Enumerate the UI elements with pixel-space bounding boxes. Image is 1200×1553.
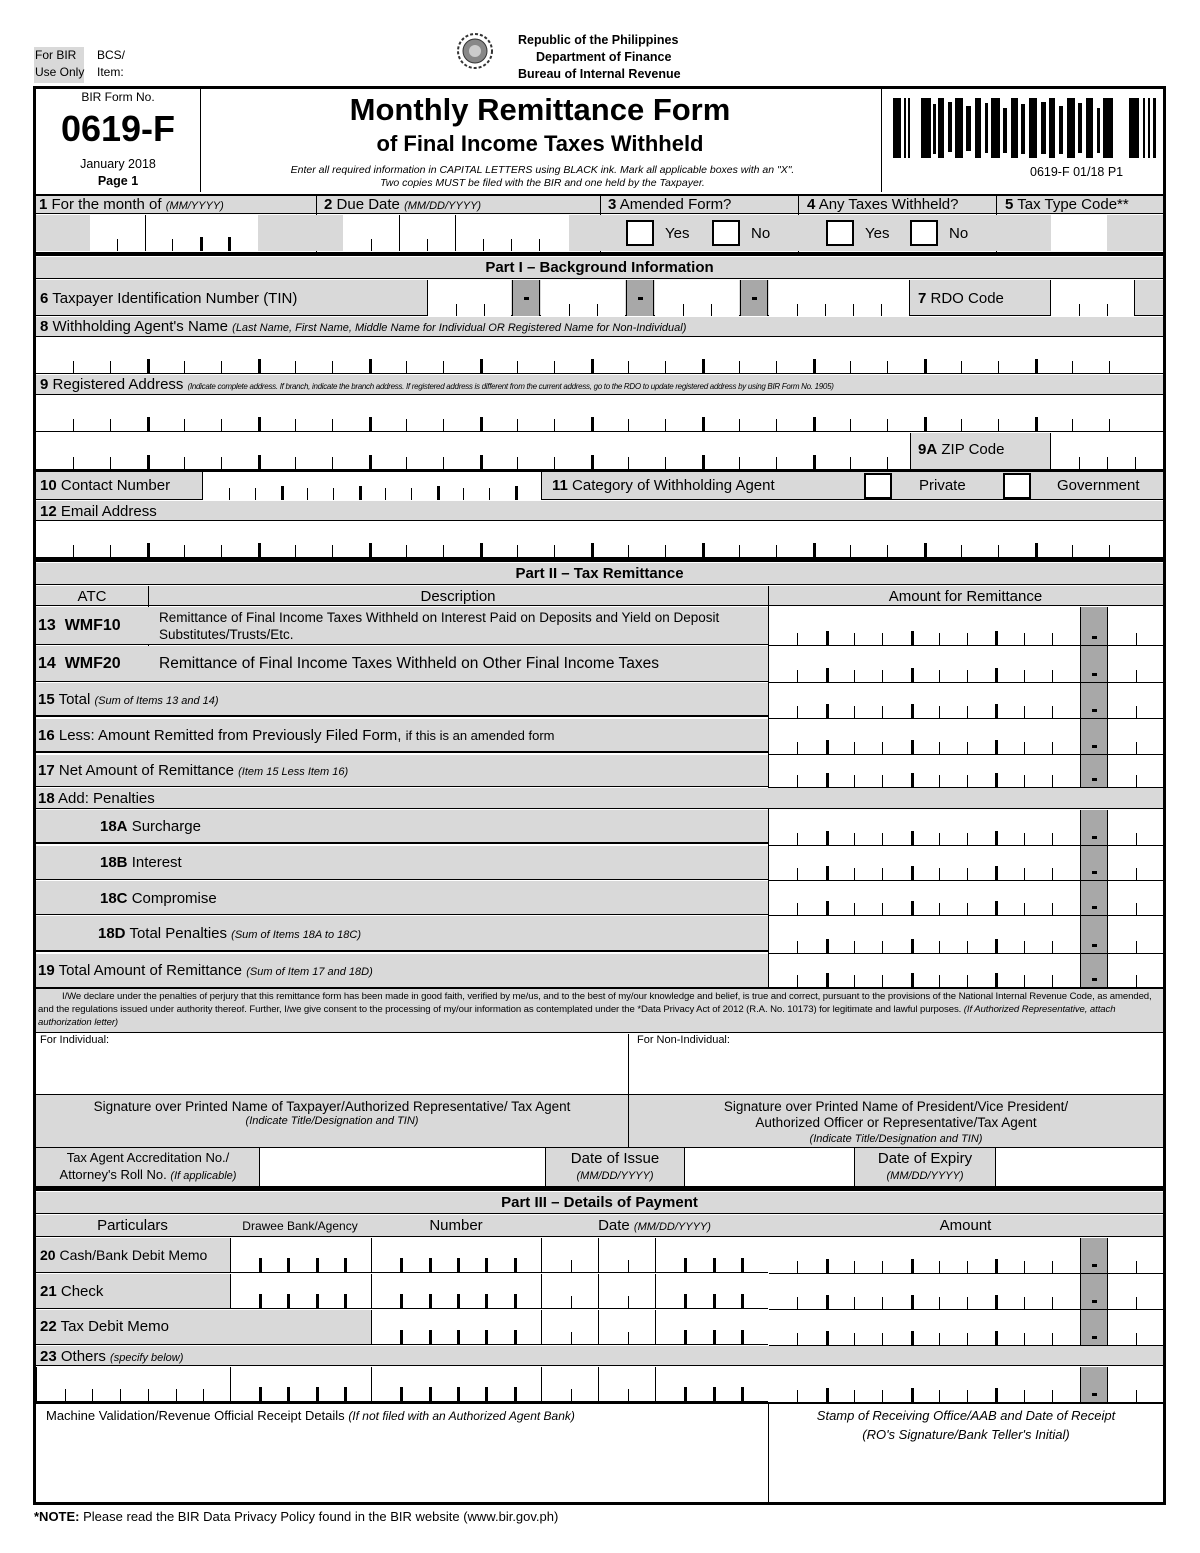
for-individual-label: For Individual: [40, 1034, 110, 1046]
item-18d-amount-cents[interactable] [1109, 916, 1163, 953]
field-3-label: 3 Amended Form? [608, 196, 732, 213]
category-government-label: Government [1057, 477, 1140, 494]
item-20-label: 20 Cash/Bank Debit Memo [40, 1247, 208, 1263]
form-subtitle: of Final Income Taxes Withheld [376, 131, 704, 156]
item-18b-amount-cents[interactable] [1109, 846, 1163, 880]
for-non-individual-label: For Non-Individual: [637, 1034, 730, 1046]
item-15-label: 15 Total (Sum of Items 13 and 14) [38, 691, 219, 708]
amended-no-label: No [751, 225, 771, 242]
zip-code-input[interactable] [1050, 433, 1163, 469]
item-14-atc: 14 WMF20 [38, 655, 121, 672]
item-23-amount-input[interactable] [769, 1367, 1080, 1402]
item-20-date-year-input[interactable] [655, 1238, 768, 1273]
amended-yes-label: Yes [665, 225, 690, 242]
non-individual-signature-hint: (Indicate Title/Designation and TIN) [809, 1133, 983, 1145]
field-12-label: 12 Email Address [40, 503, 157, 520]
part-3-title: Part III – Details of Payment [36, 1192, 1163, 1214]
tin-part-1-input[interactable] [427, 280, 511, 316]
tin-part-2-input[interactable] [541, 280, 625, 316]
field-10-label: 10 Contact Number [40, 477, 171, 494]
field-5-label: 5 Tax Type Code** [1005, 196, 1129, 213]
item-label: Item: [97, 65, 124, 79]
item-21-bank-input[interactable] [230, 1274, 371, 1309]
for-bir-label: For BIR [35, 48, 77, 62]
accreditation-number-input[interactable] [261, 1148, 545, 1186]
attorney-roll-label: Attorney's Roll No. (If applicable) [59, 1167, 237, 1182]
item-18b-label: 18B Interest [100, 854, 182, 871]
description-column-header: Description [420, 588, 496, 605]
field-9a-label: 9A ZIP Code [918, 441, 1005, 458]
field-6-label: 6 Taxpayer Identification Number (TIN) [40, 290, 298, 307]
category-government-checkbox[interactable] [1003, 473, 1031, 499]
taxes-withheld-yes-label: Yes [865, 225, 890, 242]
item-21-label: 21 Check [40, 1283, 104, 1300]
item-13-atc: 13 WMF10 [38, 617, 121, 634]
item-18d-amount[interactable] [769, 916, 1080, 953]
item-23-amount-input-cents[interactable] [1109, 1367, 1163, 1402]
non-individual-signature-label-2: Authorized Officer or Representative/Tax Agent [755, 1115, 1037, 1130]
particulars-column-header: Particulars [97, 1217, 168, 1234]
item-21-number-input[interactable] [371, 1274, 541, 1309]
field-7-label: 7 RDO Code [918, 290, 1004, 307]
amended-yes-checkbox[interactable] [626, 220, 654, 246]
item-17-label: 17 Net Amount of Remittance (Item 15 Less Item 16) [38, 762, 349, 779]
item-17-amount[interactable] [769, 755, 1080, 787]
item-13-amount[interactable] [769, 607, 1080, 645]
taxes-withheld-no-checkbox[interactable] [910, 220, 938, 246]
item-16-amount[interactable] [769, 719, 1080, 754]
tax-type-code-input[interactable] [1051, 215, 1107, 251]
item-16-label: 16 Less: Amount Remitted from Previously Filed Form, if this is an amended form [38, 727, 555, 744]
taxes-withheld-no-label: No [949, 225, 969, 242]
atc-column-header: ATC [77, 588, 107, 605]
tin-branch-input[interactable] [769, 280, 910, 316]
item-13-description: Remittance of Final Income Taxes Withheld on Interest Paid on Deposits and Yield on Deposit Substitutes/Trusts/Etc. [159, 610, 720, 642]
stamp-label-1: Stamp of Receiving Office/AAB and Date of Receipt [816, 1408, 1116, 1423]
tin-part-3-input[interactable] [655, 280, 739, 316]
barcode-icon [893, 98, 1161, 158]
bureau-label: Bureau of Internal Revenue [518, 67, 681, 81]
machine-validation-label: Machine Validation/Revenue Official Receipt Details (If not filed with an Authorized Agent Bank) [46, 1408, 575, 1423]
instruction-1: Enter all required information in CAPITAL LETTERS using BLACK ink. Mark all applicable boxes with an "X". [290, 164, 795, 176]
item-18a-amount[interactable] [769, 810, 1080, 845]
item-18a-amount-cents[interactable] [1109, 810, 1163, 845]
form-number: 0619-F [60, 108, 176, 149]
item-22-amount-input-cents[interactable] [1109, 1310, 1163, 1345]
item-22-date-year-input[interactable] [655, 1310, 768, 1345]
individual-signature-area[interactable] [36, 1048, 628, 1094]
field-4-label: 4 Any Taxes Withheld? [807, 196, 959, 213]
field-1-label: 1 For the month of (MM/YYYY) [39, 196, 224, 213]
item-23-date-year-input[interactable] [655, 1367, 768, 1402]
category-private-checkbox[interactable] [864, 473, 892, 499]
item-22-number-input[interactable] [371, 1310, 541, 1345]
field-8-label: 8 Withholding Agent's Name (Last Name, First Name, Middle Name for Individual OR Registered Name for Non-Individual) [40, 318, 687, 335]
item-22-label: 22 Tax Debit Memo [40, 1318, 169, 1335]
item-20-date-day-input[interactable] [598, 1238, 655, 1273]
registered-address-line-2-input[interactable] [36, 433, 910, 469]
taxes-withheld-yes-checkbox[interactable] [826, 220, 854, 246]
item-14-amount[interactable] [769, 646, 1080, 682]
item-20-amount-input[interactable] [769, 1238, 1080, 1273]
month-input[interactable] [90, 215, 258, 251]
withholding-agent-name-input[interactable] [36, 338, 1163, 374]
item-21-amount-input-cents[interactable] [1109, 1274, 1163, 1309]
date-of-expiry-input[interactable] [997, 1148, 1163, 1186]
item-23-label: 23 Others (specify below) [40, 1348, 184, 1365]
item-17-amount-cents[interactable] [1109, 755, 1163, 787]
item-21-date-month-input[interactable] [541, 1274, 598, 1309]
item-14-description: Remittance of Final Income Taxes Withheld on Other Final Income Taxes [159, 655, 659, 672]
declaration-text: I/We declare under the penalties of perjury that this remittance form has been made in good faith, verified by me/us, and to the best of my/our knowledge and belief, is true and correct, pursuant to the provisions of the National Internal Revenue Code, as amended, and the regulations issued under authority thereof. Further, I/we give consent to the processing of my/our information as contemplated under the *Data Privacy Act of 2012 (R.A. No. 10173) for legitimate and lawful purposes. (If Authorized Representative, attach authorization letter) [38, 991, 1152, 1028]
item-23-date-month-input[interactable] [541, 1367, 598, 1402]
item-20-bank-input[interactable] [230, 1238, 371, 1273]
item-23-bank-input[interactable] [230, 1367, 371, 1402]
date-column-header: Date (MM/DD/YYYY) [598, 1217, 711, 1234]
item-21-date-year-input[interactable] [655, 1274, 768, 1309]
field-11-label: 11 Category of Withholding Agent [552, 477, 775, 494]
individual-signature-label: Signature over Printed Name of Taxpayer/Authorized Representative/ Tax Agent [93, 1099, 571, 1114]
item-14-amount-cents[interactable] [1109, 646, 1163, 682]
email-address-input[interactable] [36, 522, 1163, 557]
date-of-issue-hint: (MM/DD/YYYY) [576, 1170, 654, 1182]
item-18c-amount-cents[interactable] [1109, 881, 1163, 915]
item-19-amount[interactable] [769, 954, 1080, 987]
bir-seal-icon [456, 32, 494, 70]
stamp-label-2: (RO's Signature/Bank Teller's Initial) [862, 1427, 1070, 1442]
due-date-input[interactable] [343, 215, 569, 251]
item-20-date-month-input[interactable] [541, 1238, 598, 1273]
non-individual-signature-area[interactable] [629, 1048, 1163, 1094]
item-18d-label: 18D Total Penalties (Sum of Items 18A to 18C) [98, 925, 361, 942]
instruction-2: Two copies MUST be filed with the BIR and one held by the Taxpayer. [380, 177, 705, 189]
item-18-label: 18 Add: Penalties [38, 790, 155, 807]
rdo-code-input[interactable] [1050, 280, 1135, 316]
form-title: Monthly Remittance Form [349, 92, 731, 127]
item-18c-label: 18C Compromise [100, 890, 217, 907]
item-19-amount-cents[interactable] [1109, 954, 1163, 987]
category-private-label: Private [919, 477, 966, 494]
republic-label: Republic of the Philippines [518, 33, 679, 47]
item-23-specify-input[interactable] [36, 1367, 230, 1402]
field-2-label: 2 Due Date (MM/DD/YYYY) [324, 196, 482, 213]
individual-signature-hint: (Indicate Title/Designation and TIN) [245, 1115, 419, 1127]
drawee-bank-column-header: Drawee Bank/Agency [242, 1219, 358, 1233]
page-number: Page 1 [97, 174, 139, 188]
item-21-date-day-input[interactable] [598, 1274, 655, 1309]
item-18a-label: 18A Surcharge [100, 818, 201, 835]
item-22-amount-input[interactable] [769, 1310, 1080, 1345]
field-9-label: 9 Registered Address (Indicate complete address. If branch, indicate the branch address. If registered address is different from the current address, go to the RDO to update registered address by using BIR Form No. 1905) [40, 376, 834, 393]
form-no-label: BIR Form No. [81, 90, 155, 104]
item-20-number-input[interactable] [371, 1238, 541, 1273]
item-15-amount-cents[interactable] [1109, 683, 1163, 718]
item-23-number-input[interactable] [371, 1367, 541, 1402]
contact-number-input[interactable] [202, 472, 542, 500]
accreditation-label: Tax Agent Accreditation No./ [66, 1150, 230, 1165]
item-13-amount-cents[interactable] [1109, 607, 1163, 645]
item-22-date-day-input[interactable] [598, 1310, 655, 1345]
date-of-expiry-label: Date of Expiry [877, 1150, 973, 1167]
machine-validation-area [38, 1426, 766, 1502]
item-21-amount-input[interactable] [769, 1274, 1080, 1309]
number-column-header: Number [429, 1217, 483, 1234]
item-20-amount-input-cents[interactable] [1109, 1238, 1163, 1273]
form-version: January 2018 [80, 157, 156, 171]
privacy-note: *NOTE: Please read the BIR Data Privacy Policy found in the BIR website (www.bir.gov.ph) [34, 1509, 559, 1524]
item-19-label: 19 Total Amount of Remittance (Sum of Item 17 and 18D) [38, 962, 373, 979]
amended-no-checkbox[interactable] [712, 220, 740, 246]
item-15-amount[interactable] [769, 683, 1080, 718]
date-of-issue-label: Date of Issue [570, 1150, 660, 1167]
registered-address-line-1-input[interactable] [36, 396, 1163, 432]
date-of-expiry-hint: (MM/DD/YYYY) [886, 1170, 964, 1182]
department-label: Department of Finance [536, 50, 672, 64]
amount-column-header: Amount for Remittance [888, 588, 1043, 605]
date-of-issue-input[interactable] [686, 1148, 854, 1186]
amount-column-header-p3: Amount [939, 1217, 992, 1234]
item-18c-amount[interactable] [769, 881, 1080, 915]
use-only-label: Use Only [35, 65, 85, 79]
barcode-code: 0619-F 01/18 P1 [1030, 165, 1124, 179]
item-22-date-month-input[interactable] [541, 1310, 598, 1345]
part-2-title: Part II – Tax Remittance [36, 563, 1163, 585]
item-23-date-day-input[interactable] [598, 1367, 655, 1402]
non-individual-signature-label-1: Signature over Printed Name of President/Vice President/ [723, 1099, 1069, 1114]
part-1-title: Part I – Background Information [36, 257, 1163, 279]
bcs-label: BCS/ [97, 48, 126, 62]
item-18b-amount[interactable] [769, 846, 1080, 880]
item-16-amount-cents[interactable] [1109, 719, 1163, 754]
